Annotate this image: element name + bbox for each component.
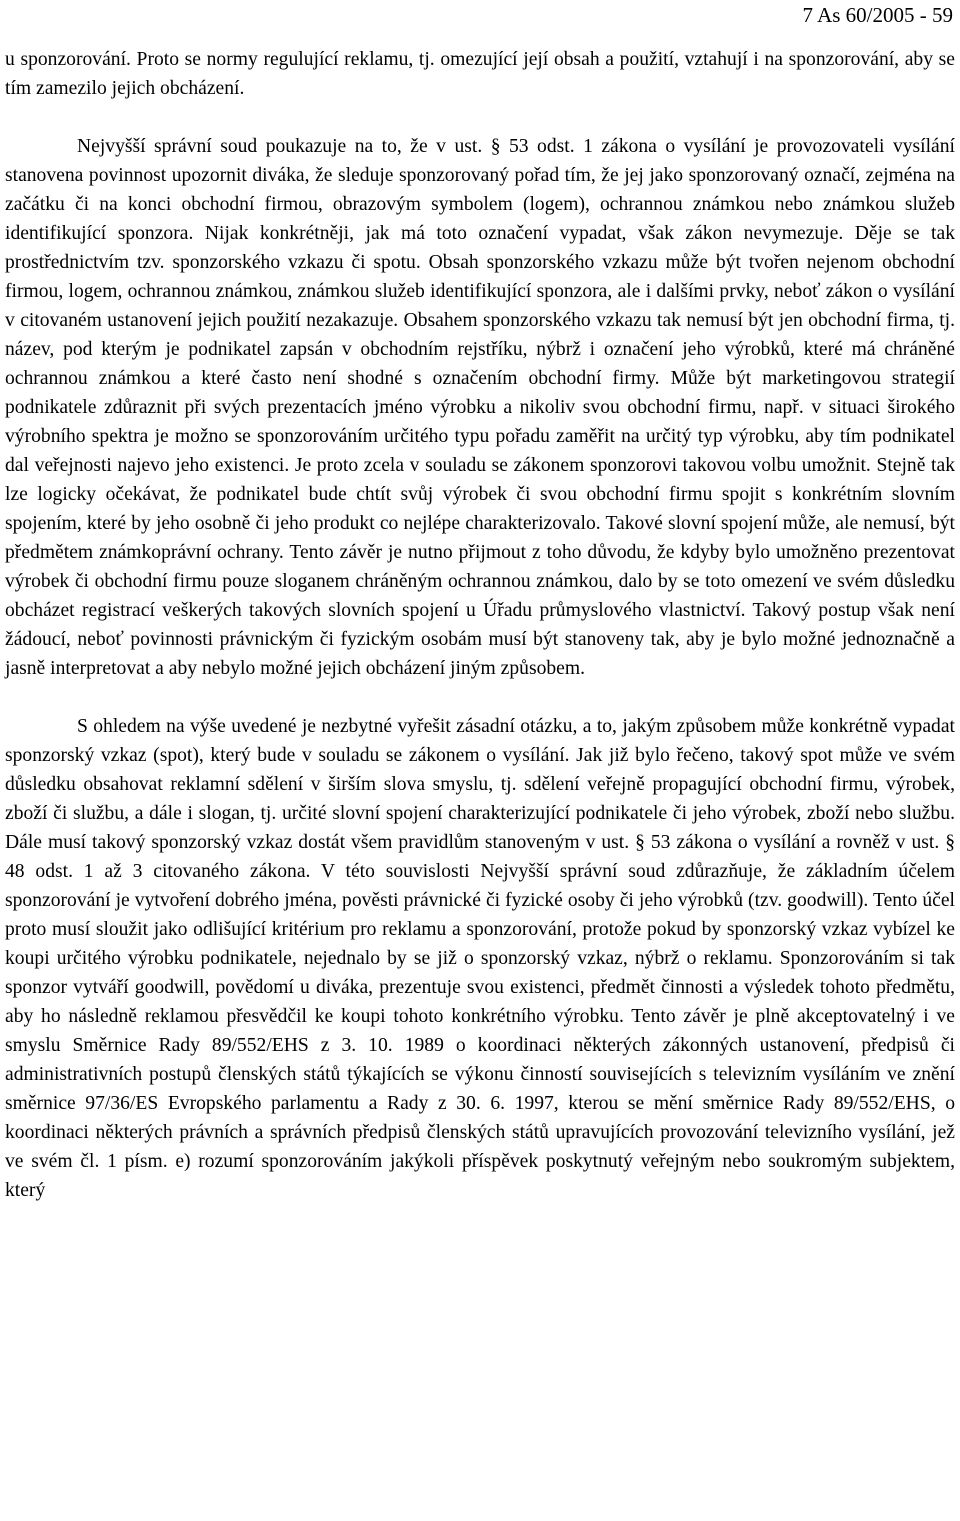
paragraph-gap [5, 683, 955, 712]
paragraph-sponsor-obligation: Nejvyšší správní soud poukazuje na to, že v ust. § 53 odst. 1 zákona o vysílání je provozovateli vysílání stanovena povinnost upozornit diváka, že sleduje sponzorovaný pořad tím, že jej jako sponzorovaný označí, zejména na začátku či na konci obchodní firmou, obrazovým symbolem (logem), ochrannou známkou nebo známkou služeb identifikující sponzora. Nijak konkrétněji, jak má toto označení vypadat, však zákon nevymezuje. Děje se tak prostřednictvím tzv. sponzorského vzkazu či spotu. Obsah sponzorského vzkazu může být tvořen nejenom obchodní firmou, logem, ochrannou známkou, známkou služeb identifikující sponzora, ale i dalšími prvky, neboť zákon o vysílání v citovaném ustanovení jejich použití nezakazuje. Obsahem sponzorského vzkazu tak nemusí být jen obchodní firma, tj. název, pod kterým je podnikatel zapsán v obchodním rejstříku, nýbrž i označení jeho výrobků, které má chráněné ochrannou známkou a které často není shodné s označením obchodní firmy. Může být marketingovou strategií podnikatele zdůraznit při svých prezentacích jméno výrobku a nikoliv svou obchodní firmu, např. v situaci širokého výrobního spektra je možno se sponzorováním určitého typu pořadu zaměřit na určitý typ výrobku, aby tím podnikatel dal veřejnosti najevo jeho existenci. Je proto zcela v souladu se zákonem sponzorovi takovou volbu umožnit. Stejně tak lze logicky očekávat, že podnikatel bude chtít svůj výrobek či svou obchodní firmu spojit s konkrétním slovním spojením, které by jeho osobně či jeho produkt co nejlépe charakterizovalo. Takové slovní spojení může, ale nemusí, být předmětem známkoprávní ochrany. Tento závěr je nutno přijmout z toho důvodu, že kdyby bylo umožněno prezentovat výrobek či obchodní firmu pouze sloganem chráněným ochrannou známkou, dalo by se toto omezení ve svém důsledku obcházet registrací veškerých takových slovních spojení u Úřadu průmyslového vlastnictví. Takový postup však není žádoucí, neboť povinnosti právnickým či fyzickým osobám musí být stanoveny tak, aby je bylo možné jednoznačně a jasně interpretovat a aby nebylo možné jejich obcházení jiným způsobem. [5, 136, 955, 679]
paragraph-gap [5, 103, 955, 132]
paragraph-sponsor-message: S ohledem na výše uvedené je nezbytné vyřešit zásadní otázku, a to, jakým způsobem může konkrétně vypadat sponzorský vzkaz (spot), který bude v souladu se zákonem o vysílání. Jak již bylo řečeno, takový spot může ve svém důsledku obsahovat reklamní sdělení v širším slova smyslu, tj. sdělení veřejně propagující obchodní firmu, výrobek, zboží či službu, a dále i slogan, tj. určité slovní spojení charakterizující podnikatele či jeho výrobek, zboží nebo službu. Dále musí takový sponzorský vzkaz dostát všem pravidlům stanoveným v ust. § 53 zákona o vysílání a rovněž v ust. § 48 odst. 1 až 3 citovaného zákona. V této souvislosti Nejvyšší správní soud zdůrazňuje, že základním účelem sponzorování je vytvoření dobrého jména, pověsti právnické či fyzické osoby či jeho výrobků (tzv. goodwill). Tento účel proto musí sloužit jako odlišující kritérium pro reklamu a sponzorování, protože pokud by sponzorský vzkaz vybízel ke koupi určitého výrobku podnikatele, nejednalo by se již o sponzorský vzkaz, nýbrž o reklamu. Sponzorováním si tak sponzor vytváří goodwill, povědomí u diváka, prezentuje svou existenci, předmět činnosti a výsledek tohoto předmětu, aby ho následně reklamou přesvědčil ke koupi tohoto konkrétního výrobku. Tento závěr je plně akceptovatelný i ve smyslu Směrnice Rady 89/552/EHS z 3. 10. 1989 o koordinaci některých zákonných ustanovení, předpisů či administrativních postupů členských států týkajících se výkonu činností souvisejících s televizním vysíláním ve znění směrnice 97/36/ES Evropského parlamentu a Rady z 30. 6. 1997, kterou se mění směrnice Rady 89/552/EHS, o koordinaci některých právních a správních předpisů členských států upravujících provozování televizního vysílání, jež ve svém čl. 1 písm. e) rozumí sponzorováním jakýkoli příspěvek poskytnutý veřejným nebo soukromým subjektem, který [5, 716, 955, 1201]
page-reference-header: 7 As 60/2005 - 59 [802, 3, 953, 27]
paragraph-continuation: u sponzorování. Proto se normy regulující reklamu, tj. omezující její obsah a použití, vztahují i na sponzorování, aby se tím zamezilo jejich obcházení. [5, 49, 955, 99]
document-body [5, 45, 955, 1205]
